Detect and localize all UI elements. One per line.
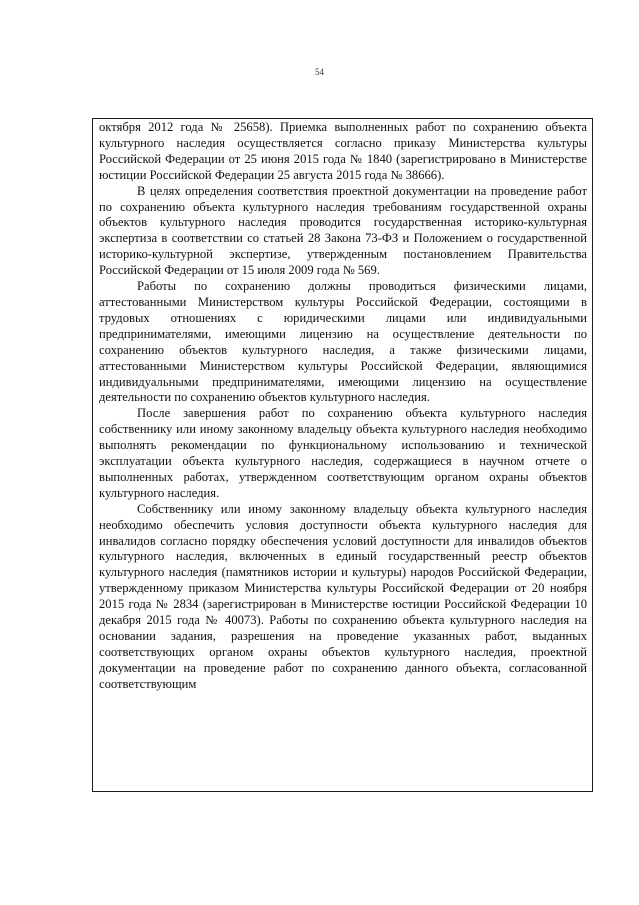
paragraph-historical-expertise: В целях определения соответствия проектной документации на проведение работ по сохранению объекта культурного наследия требованиям государственной охраны объектов культурного наследия проводится государственная историко-культурная экспертиза в соответствии со статьей 28 Закона 73-ФЗ и Положением о государственной историко-культурной экспертизе, утвержденным постановлением Правительства Российской Федерации от 15 июля 2009 года № 569.	[99, 183, 587, 278]
paragraph-acceptance-order: октября 2012 года № 25658). Приемка выполненных работ по сохранению объекта культурного наследия осуществляется согласно приказу Министерства культуры Российской Федерации от 25 июня 2015 года № 1840 (зарегистрировано в Министерстве юстиции Российской Федерации 25 августа 2015 года № 38666).	[99, 120, 587, 182]
paragraph-certified-workers: Работы по сохранению должны проводиться физическими лицами, аттестованными Министерством культуры Российской Федерации, состоящими в трудовых отношениях с юридическими лицами или индивидуальными предпринимателями, имеющими лицензию на осуществление деятельности по сохранению объектов культурного наследия, а также физическими лицами, аттестованными Министерством культуры Российской Федерации, являющимися индивидуальными предпринимателями, имеющими лицензию на осуществление деятельности по сохранению объектов культурного наследия.	[99, 279, 587, 405]
document-text-frame	[92, 118, 593, 792]
page-number: 54	[315, 67, 324, 77]
paragraph-accessibility-requirements: Собственнику или иному законному владельцу объекта культурного наследия необходимо обеспечить условия доступности объекта культурного наследия для инвалидов согласно порядку обеспечения условий доступности для инвалидов объектов культурного наследия, включенных в единый государственный реестр объектов культурного наследия (памятников истории и культуры) народов Российской Федерации, утвержденному приказом Министерства культуры Российской Федерации от 20 ноября 2015 года № 2834 (зарегистрирован в Министерстве юстиции Российской Федерации 10 декабря 2015 года № 40073). Работы по сохранению объекта культурного наследия на основании задания, разрешения на проведение указанных работ, выданных соответствующих органом охраны объектов культурного наследия, проектной документации на проведение работ по сохранению данного объекта, согласованной соответствующим	[99, 501, 587, 691]
paragraph-post-completion-recommendations: После завершения работ по сохранению объекта культурного наследия собственнику или иному законному владельцу объекта культурного наследия необходимо выполнять рекомендации по функциональному использованию и технической эксплуатации объекта культурного наследия, содержащиеся в научном отчете о выполненных работах, утвержденном соответствующим органом охраны объектов культурного наследия.	[99, 406, 587, 500]
